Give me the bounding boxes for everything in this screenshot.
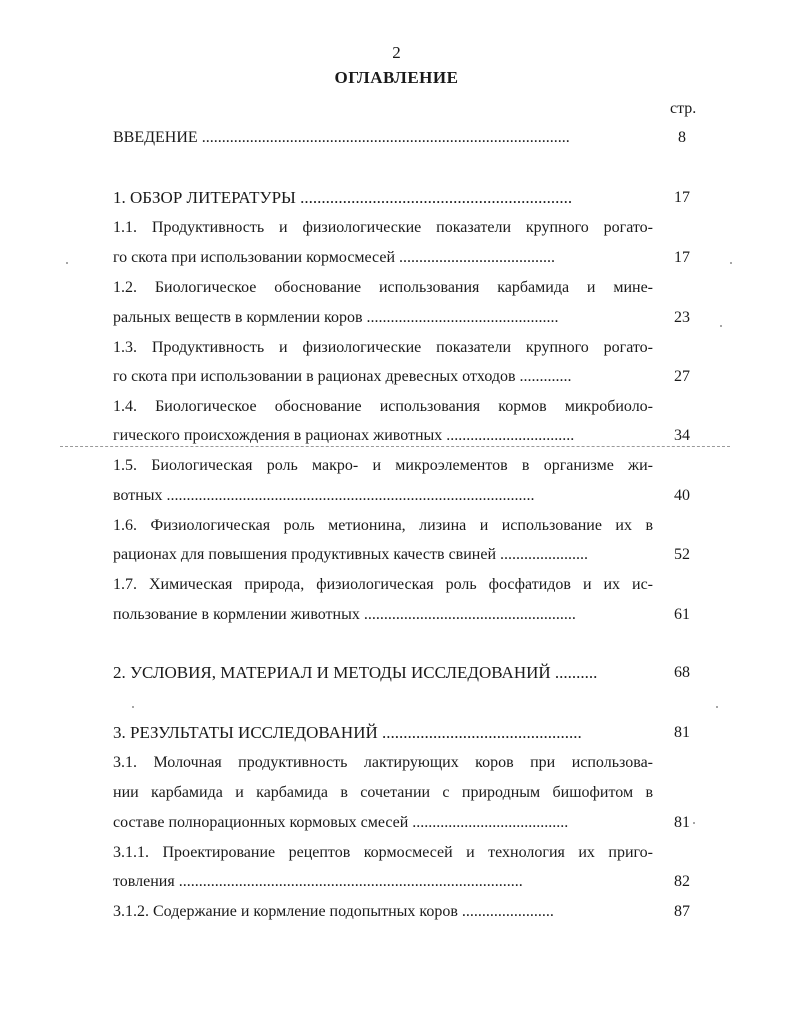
toc-page-ref: 17: [674, 249, 690, 266]
page-column-header: стр.: [670, 100, 697, 117]
toc-page-ref: 61: [674, 606, 690, 623]
toc-line: 3.1.2. Содержание и кормление подопытных коров .......................: [113, 903, 554, 920]
toc-page-ref: 23: [674, 309, 690, 326]
scan-speck: [720, 325, 722, 327]
scan-artifact-line: [60, 446, 730, 447]
scan-speck: [693, 822, 695, 824]
toc-line: 1.7. Химическая природа, физиологическая роль фосфатидов и их ис-: [113, 576, 653, 593]
scan-speck: [716, 706, 718, 708]
toc-line: 1.1. Продуктивность и физиологические показатели крупного рогато-: [113, 219, 653, 236]
toc-line: составе полнорационных кормовых смесей .......................................: [113, 814, 569, 831]
toc-line: нии карбамида и карбамида в сочетании с природным бишофитом в: [113, 784, 653, 801]
toc-page-ref: 8: [678, 129, 686, 146]
toc-page-ref: 34: [674, 427, 690, 444]
toc-page-ref: 27: [674, 368, 690, 385]
toc-line: 1.5. Биологическая роль макро- и микроэлементов в организме жи-: [113, 457, 653, 474]
toc-page-ref: 68: [674, 664, 690, 681]
toc-line: ВВЕДЕНИЕ ............................................................................................: [113, 129, 570, 146]
toc-line: рационах для повышения продуктивных качеств свиней ......................: [113, 546, 589, 563]
toc-line: товления ......................................................................................: [113, 873, 523, 890]
toc-line: 1.2. Биологическое обоснование использования карбамида и мине-: [113, 279, 653, 296]
toc-line: 1.4. Биологическое обоснование использования кормов микробиоло-: [113, 398, 653, 415]
toc-line: го скота при использовании в рационах древесных отходов .............: [113, 368, 572, 385]
toc-line: ральных веществ в кормлении коров ................................................: [113, 309, 559, 326]
toc-page-ref: 52: [674, 546, 690, 563]
toc-line: 1. ОБЗОР ЛИТЕРАТУРЫ ................................................................: [113, 188, 573, 207]
toc-page-ref: 82: [674, 873, 690, 890]
toc-line: 1.6. Физиологическая роль метионина, лизина и использование их в: [113, 517, 653, 534]
toc-line: 3.1. Молочная продуктивность лактирующих коров при использова-: [113, 754, 653, 771]
toc-line: вотных ............................................................................................: [113, 487, 535, 504]
toc-page-ref: 81: [674, 814, 690, 831]
toc-line: пользование в кормлении животных .....................................................: [113, 606, 576, 623]
toc-line: 3. РЕЗУЛЬТАТЫ ИССЛЕДОВАНИЙ ...............................................: [113, 723, 582, 742]
scan-speck: [132, 706, 134, 708]
toc-line: го скота при использовании кормосмесей .......................................: [113, 249, 556, 266]
toc-page-ref: 17: [674, 189, 690, 206]
toc-line: 2. УСЛОВИЯ, МАТЕРИАЛ И МЕТОДЫ ИССЛЕДОВАНИЙ ..........: [113, 663, 598, 682]
page-title: ОГЛАВЛЕНИЕ: [334, 68, 459, 87]
scan-speck: [730, 262, 732, 264]
toc-page-ref: 87: [674, 903, 690, 920]
toc-page-ref: 81: [674, 724, 690, 741]
page-number: 2: [392, 43, 401, 62]
toc-line: гического происхождения в рационах животных ................................: [113, 427, 575, 444]
scan-speck: [66, 262, 68, 264]
toc-page-ref: 40: [674, 487, 690, 504]
toc-line: 3.1.1. Проектирование рецептов кормосмесей и технология их приго-: [113, 844, 653, 861]
toc-line: 1.3. Продуктивность и физиологические показатели крупного рогато-: [113, 339, 653, 356]
